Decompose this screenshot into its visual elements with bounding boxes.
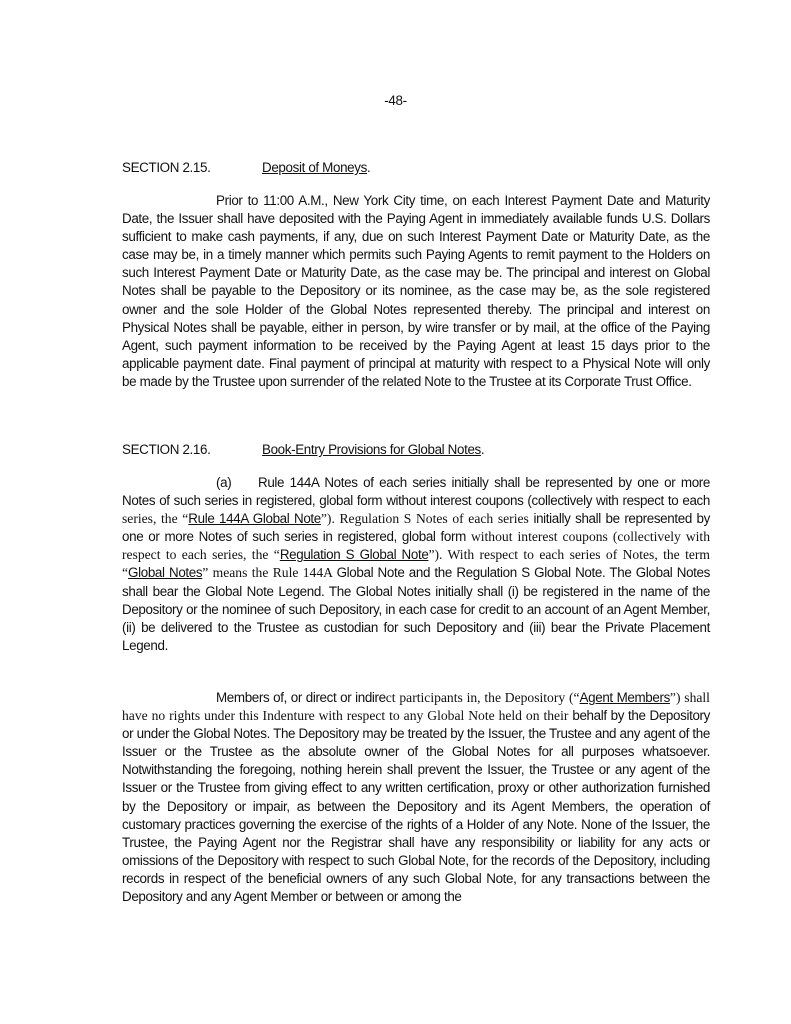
paragraph-text: ” means the Rule 144A [202, 565, 337, 581]
paragraph-text: Global Note and the Regulation S Global Note. The Global Notes shall bear the Global Note Legend. The Global Notes initially shall (i) be registered in the name of the Depository or the nominee of such Depository, in each case for credit to an account of an Agent Member, (ii) be delivered to the Trustee as custodian for such Depository and (iii) bear the Private Placement Legend. [122, 565, 710, 653]
section-number: SECTION 2.16. [122, 442, 211, 457]
section-title: Deposit of Moneys [262, 160, 367, 175]
section-number: SECTION 2.15. [122, 160, 211, 175]
paragraph-text: ”). With respect to each series of Notes, the term “ [122, 547, 710, 581]
paragraph-text: ”). Regulation S Notes of each series [320, 511, 534, 527]
section-title-period: . [366, 160, 371, 175]
section-title-period: . [480, 442, 485, 457]
section-2-15-heading [122, 159, 722, 177]
section-title: Book-Entry Provisions for Global Notes [262, 442, 481, 457]
defined-term-global-notes: Global Notes [128, 565, 203, 581]
paragraph-text: initially shall be represented by one or more Notes of such series in registered, global form [122, 511, 710, 545]
paragraph-text: Rule 144A Notes of each series initially shall be represented by one or more Notes of such series in registered, global form without interest coupons (collectively with respect to each [122, 475, 710, 509]
paragraph-text: Members of, or direct or indire [216, 690, 386, 705]
section-2-16-heading [122, 441, 722, 459]
page-number: -48- [384, 93, 407, 108]
section-2-16-paragraph-b [122, 689, 710, 906]
paragraph-label: (a) [216, 475, 232, 490]
paragraph-text: ct participants in, the Depository (“ [385, 690, 580, 705]
defined-term-regulation-s-global-note: Regulation S Global Note [279, 547, 429, 563]
paragraph-text: ”) shall have no rights under this Indenture with respect to any Global Note held on their [122, 690, 710, 724]
paragraph-text: series, the “ [122, 511, 189, 527]
defined-term-rule-144a-global-note: Rule 144A Global Note [188, 511, 321, 527]
paragraph-text: behalf by the Depository or under the Global Notes. The Depository may be treated by the Issuer, the Trustee and any agent of the Issuer or the Trustee as the absolute owner of the Global Notes for all purposes whatsoever. Notwithstanding the foregoing, nothing herein shall prevent the Issuer, the Trustee or any agent of the Issuer or the Trustee from giving effect to any written certification, proxy or other authorization furnished by the Depository or impair, as between the Depository and its Agent Members, the operation of customary practices governing the exercise of the rights of a Holder of any Note. None of the Issuer, the Trustee, the Paying Agent nor the Registrar shall have any responsibility or liability for any acts or omissions of the Depository with respect to such Global Note, for the records of the Depository, including records in respect of the beneficial owners of any such Global Note, for any transactions between the Depository and any Agent Member or between or among the [122, 708, 711, 905]
section-2-16-paragraph-a [122, 474, 710, 655]
section-2-15-paragraph [122, 192, 710, 391]
defined-term-agent-members: Agent Members [579, 690, 670, 705]
paragraph-text: Prior to 11:00 A.M., New York City time, on each Interest Payment Date and Maturity Date, the Issuer shall have deposited with the Paying Agent in immediately available funds U.S. Dollars sufficient to make cash payments, if any, due on such Interest Payment Date or Maturity Date, as the case may be, in a timely manner which permits such Paying Agents to remit payment to the Holders on such Interest Payment Date or Maturity Date, as the case may be. The principal and interest on Global Notes shall be payable to the Depository or its nominee, as the case may be, as the sole registered owner and the sole Holder of the Global Notes represented thereby. The principal and interest on Physical Notes shall be payable, either in person, by wire transfer or by mail, at the office of the Paying Agent, such payment information to be received by the Paying Agent at least 15 days prior to the applicable payment date. Final payment of principal at maturity with respect to a Physical Note will only be made by the Trustee upon surrender of the related Note to the Trustee at its Corporate Trust Office. [122, 193, 710, 389]
paragraph-text: without interest coupons (collectively with respect to each series, the “ [122, 529, 710, 563]
